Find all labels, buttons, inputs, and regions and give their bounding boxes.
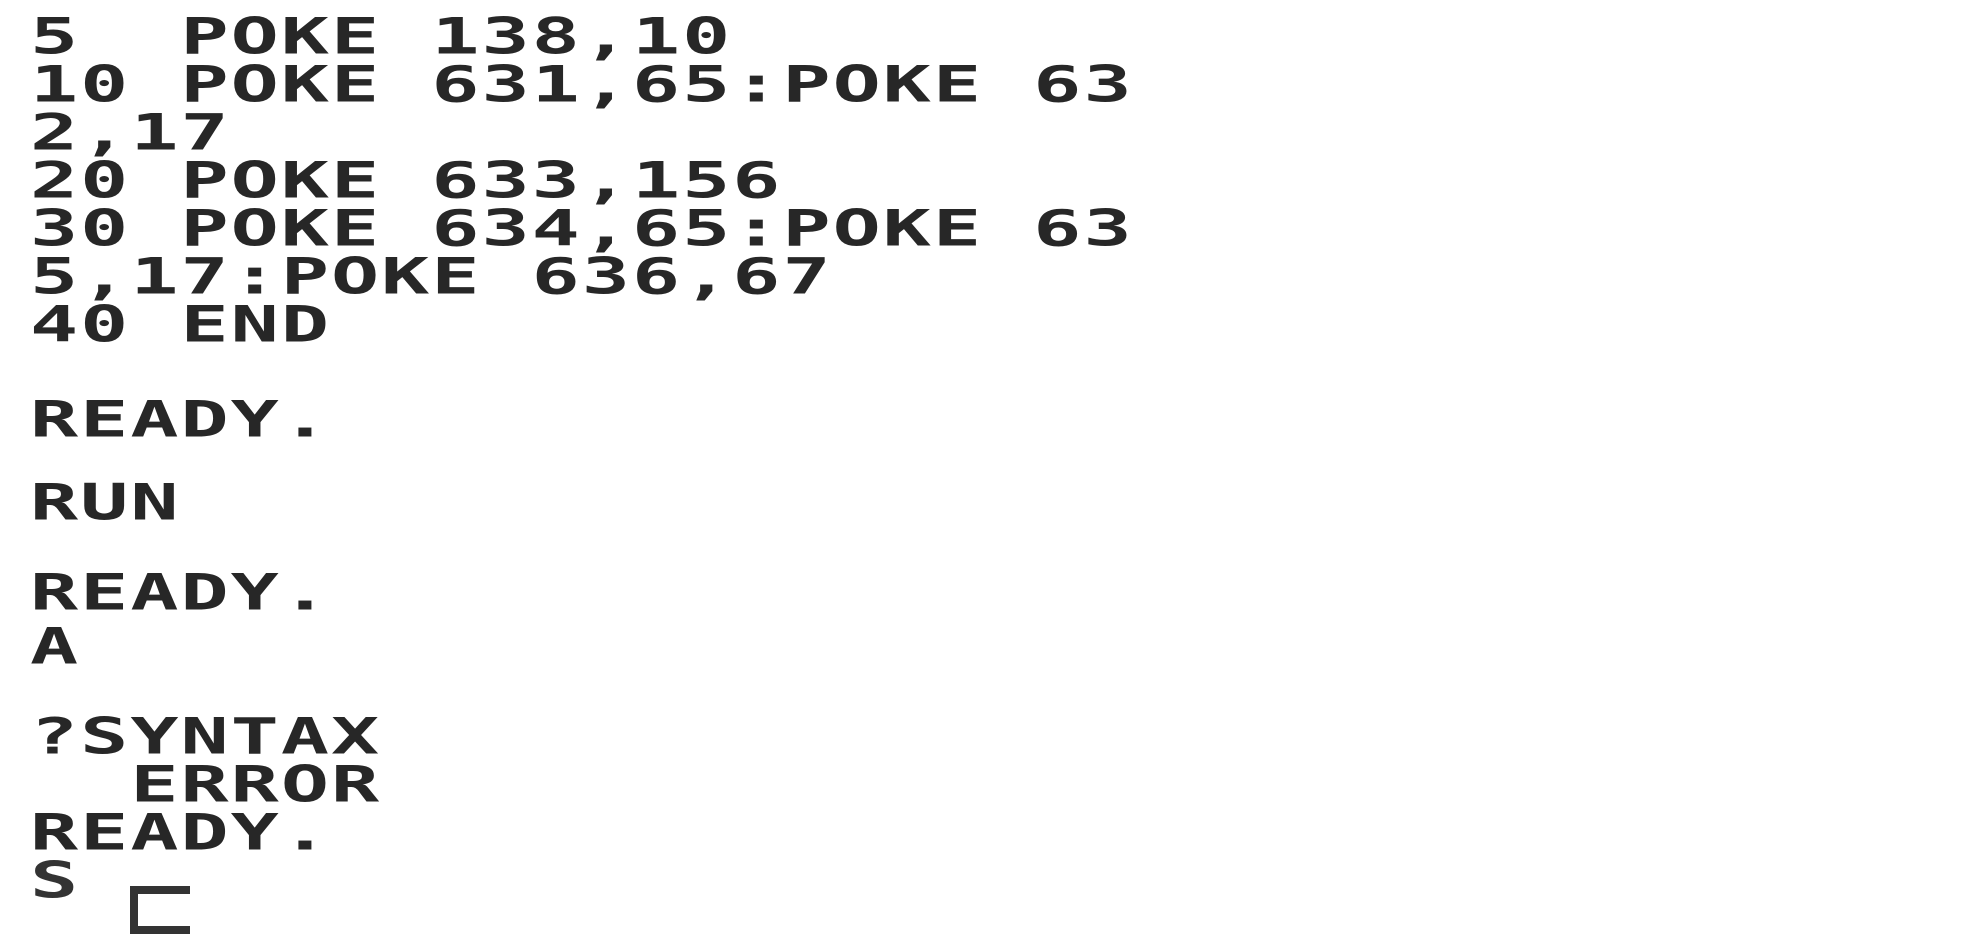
typed-input-line: A: [30, 617, 81, 676]
program-line-10: 10 POKE 631,65:POKE 63: [30, 55, 1134, 114]
program-line-20: 20 POKE 633,156: [30, 151, 783, 210]
program-line-30-continued: 5,17:POKE 636,67: [30, 247, 833, 306]
program-line-10-continued: 2,17: [30, 103, 231, 162]
run-command: RUN: [30, 473, 181, 532]
ready-prompt: READY.: [30, 390, 331, 449]
syntax-error-message: ?SYNTAX: [30, 707, 382, 766]
program-line-30: 30 POKE 634,65:POKE 63: [30, 199, 1134, 258]
typed-input-line: S: [30, 851, 81, 910]
text-cursor: [130, 886, 190, 934]
program-line-40: 40 END: [30, 295, 331, 354]
syntax-error-message-continued: ERROR: [30, 755, 382, 814]
program-line-5: 5 POKE 138,10: [30, 7, 733, 66]
ready-prompt: READY.: [30, 563, 331, 622]
ready-prompt: READY.: [30, 803, 331, 862]
